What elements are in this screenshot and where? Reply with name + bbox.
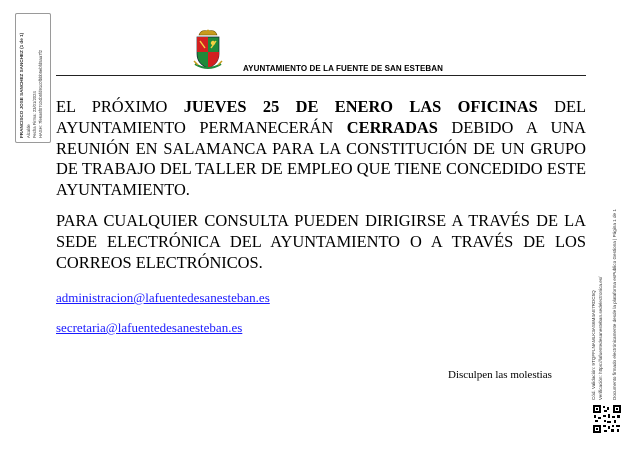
notice-text: DEBIDO A UNA REUNIÓN EN SALAMANCA PARA LA CONSTITUCIÓN DE UN GRUPO DE TRABAJO DEL TALLER DE EMPLEO QUE TIENE CONCEDIDO ESTE AYUNTAMIENTO.: [56, 117, 586, 200]
signed-date: Fecha Firma: 23/01/2024: [32, 91, 37, 138]
notice-text: DEL AYUNTAMIENTO PERMANECERÁN: [56, 97, 586, 137]
verification-url: Verificación: https://lafuentedesanesteban.sedelectronica.es/: [598, 276, 603, 400]
signature-hash: HASH: 7fe6a6f07c04b5fd91c0fbbb5ebfd5aa7f2: [38, 49, 43, 138]
header-divider: [56, 75, 586, 76]
contact-paragraph: PARA CUALQUIER CONSULTA PUEDEN DIRIGIRSE A TRAVÉS DE LA SEDE ELECTRÓNICA DEL AYUNTAMIENTO O A TRAVÉS DE LOS CORREOS ELECTRÓNICOS.: [56, 211, 586, 272]
notice-date-bold: JUEVES 25 DE ENERO LAS OFICINAS: [183, 97, 538, 116]
email-link-secretaria[interactable]: secretaria@lafuentedesanesteban.es: [56, 320, 243, 335]
signature-panel: [15, 13, 51, 143]
qr-code-icon: [593, 405, 621, 433]
page-header-title: AYUNTAMIENTO DE LA FUENTE DE SAN ESTEBAN: [243, 64, 444, 73]
validation-code: Cód. Validación: 9TQFFLNAMLK3AS6M4AE7RDC5Q: [591, 290, 596, 400]
coat-of-arms-logo: [191, 28, 225, 72]
notice-paragraph: [56, 97, 586, 201]
electronic-signature-note: Documento firmado electrónicamente desde la plataforma esPublico Gestiona | Página 1 de 1: [612, 209, 617, 400]
closing-text: Disculpen las molestias: [448, 369, 552, 381]
email-link-administracion[interactable]: administracion@lafuentedesanesteban.es: [56, 290, 270, 305]
notice-text: EL PRÓXIMO: [56, 97, 184, 116]
notice-closed-bold: CERRADAS: [346, 117, 438, 137]
signer-name: FRANCISCO JOSE SANCHEZ SANCHEZ (1 de 1): [19, 32, 24, 138]
signer-role: Alcalde: [26, 124, 31, 138]
